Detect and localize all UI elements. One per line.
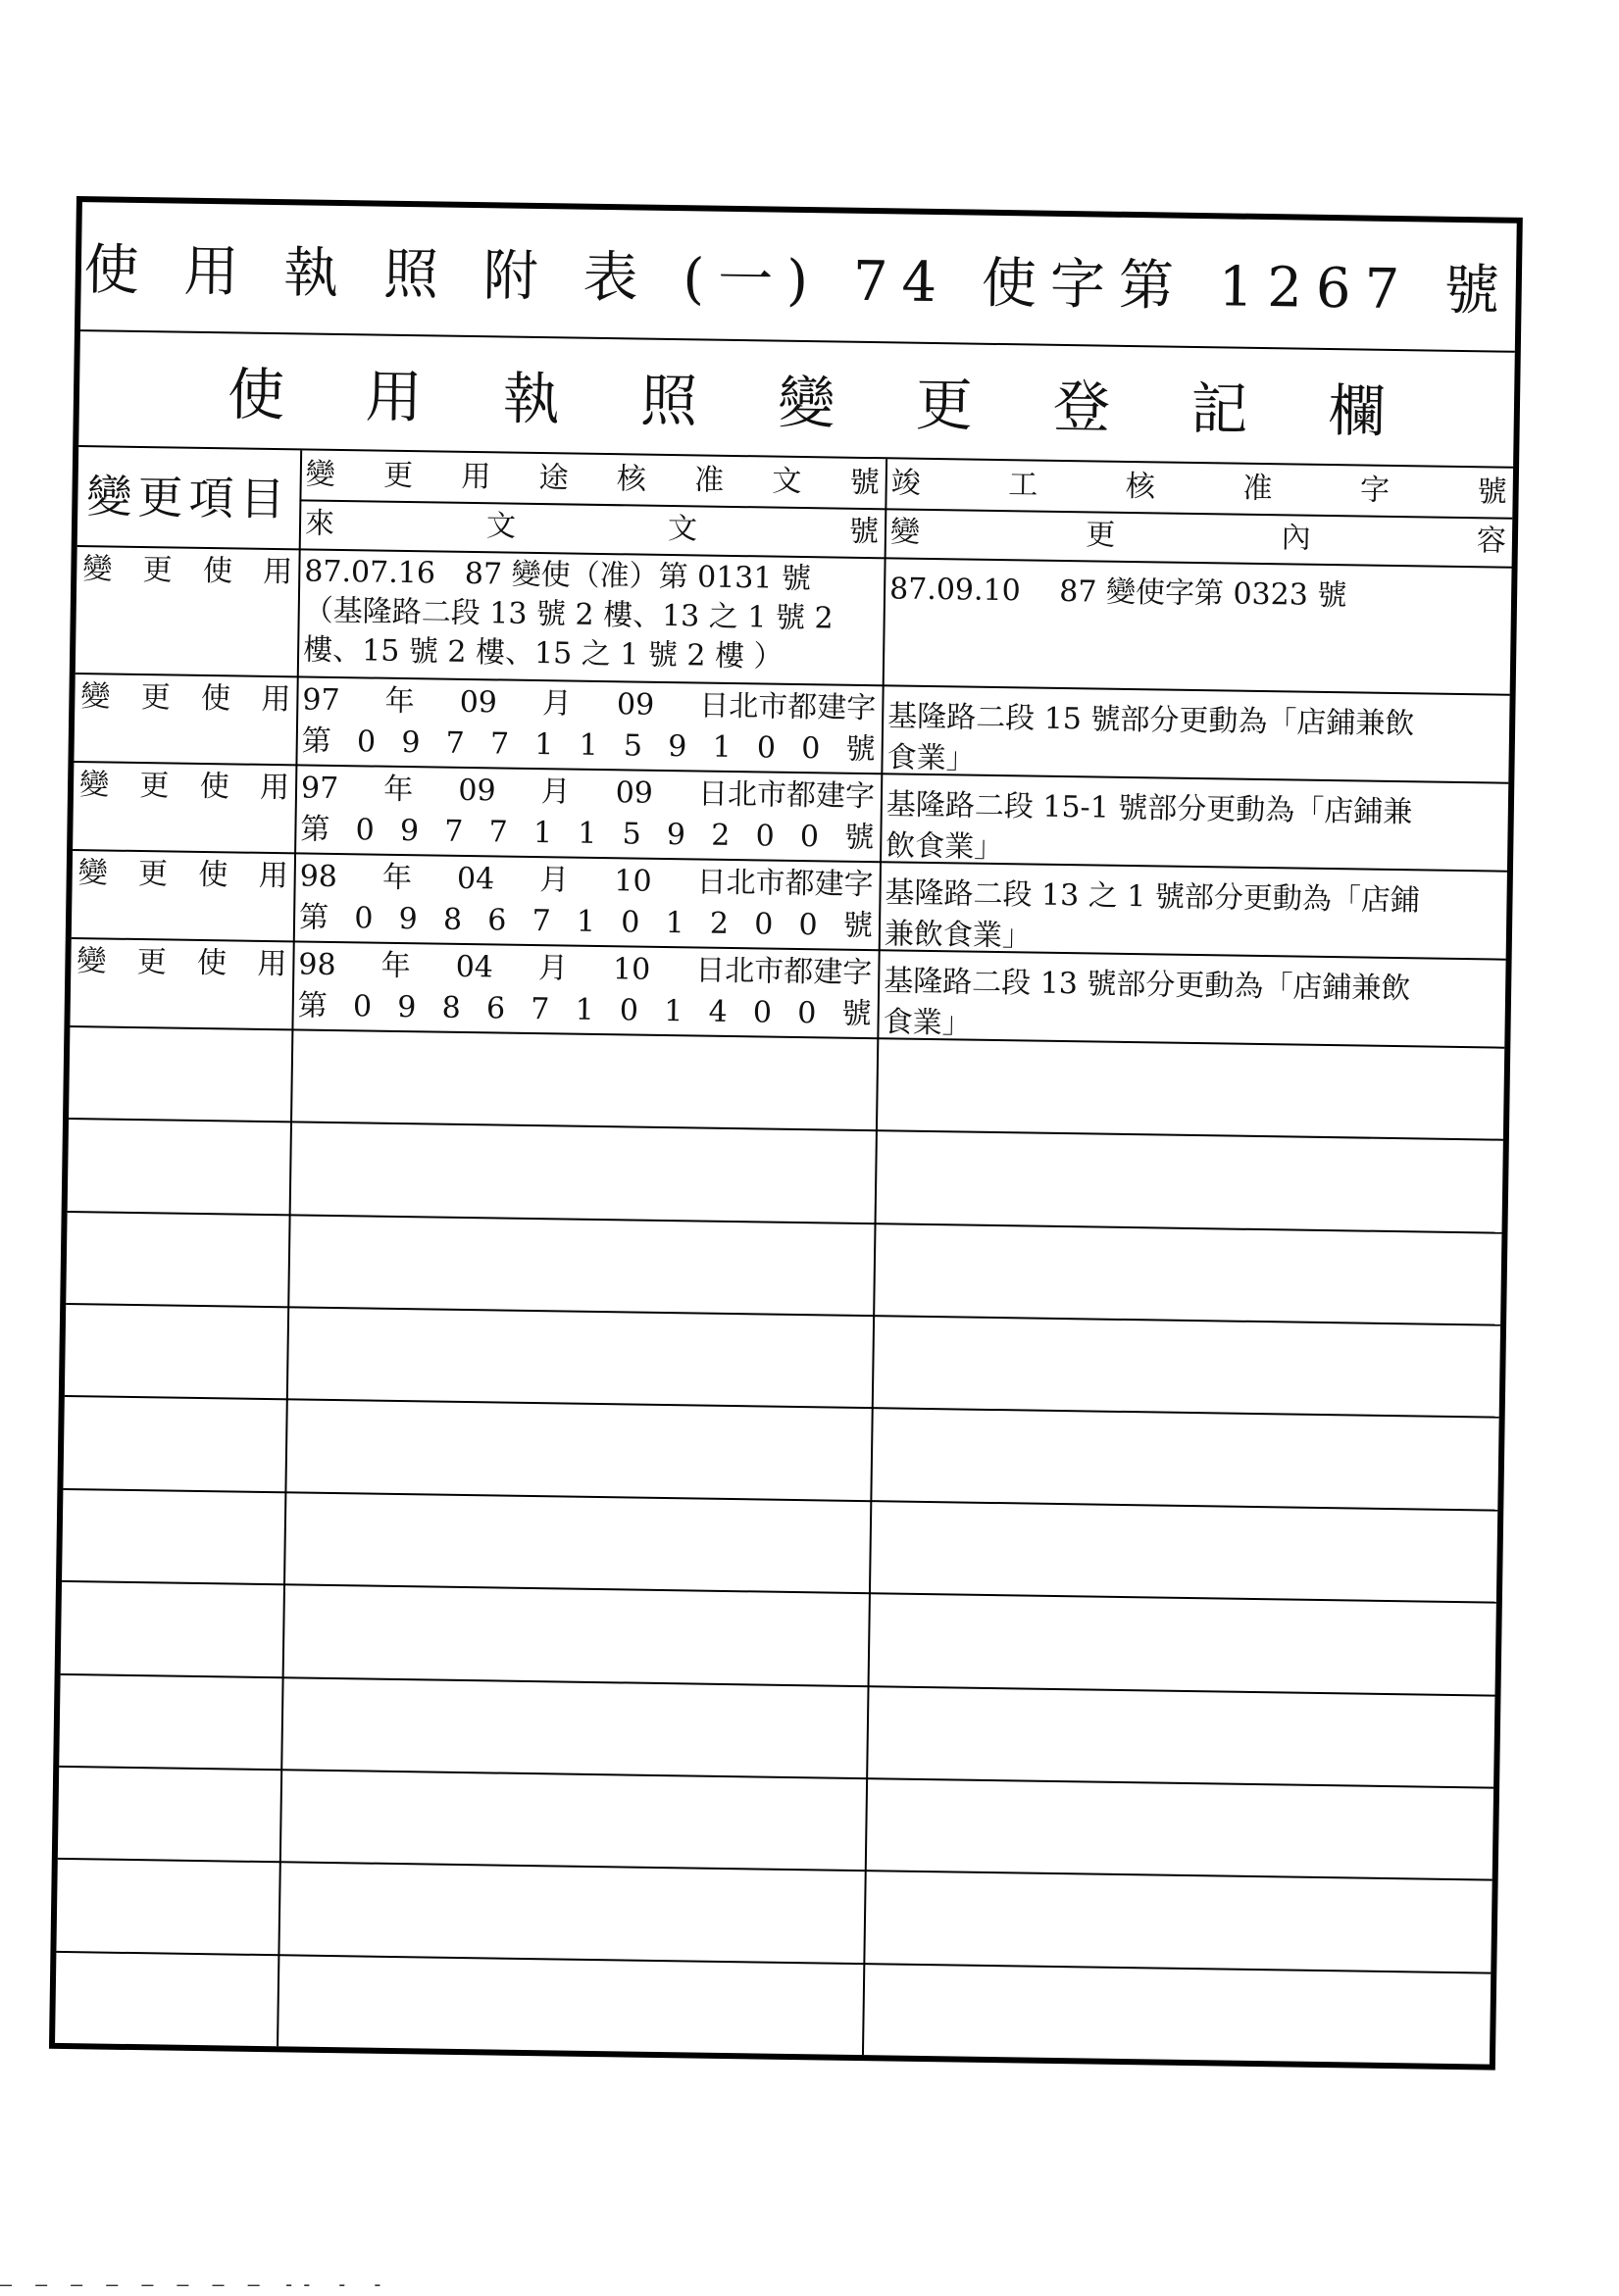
row-doc-line2-char: 6 [485,991,506,1026]
header-approval-doc-number-char: 途 [538,461,569,496]
header-approval-doc-number-char: 用 [461,459,491,495]
subtitle-char: 照 [639,367,698,435]
row-change-content-line: 基隆路二段 15-1 號部分更動為「店鋪兼 [885,787,1413,830]
header-approval-doc-number-char: 准 [693,463,725,498]
row-change-item-char: 變 [78,768,110,803]
header-incoming-doc-number-char: 文 [485,509,517,544]
row-change-content-line: 基隆路二段 13 之 1 號部分更動為「店鋪 [885,875,1421,919]
row-doc-number-line: 87.07.16 87 變使（准）第 0131 號 [304,554,812,597]
row-doc-line2-char: 2 [710,818,731,853]
row-doc-line2-char: 0 [355,813,376,848]
row-doc-line2-char: 0 [756,730,777,766]
row-doc-line2-char: 9 [666,818,686,853]
row-change-item-char: 變 [76,944,107,979]
row-doc-line2-char: 5 [623,728,643,764]
row-doc-line2-char: 8 [442,902,463,937]
subtitle-char: 使 [227,361,285,429]
row-change-item [72,849,294,899]
header-approval-doc-number-char: 號 [849,465,880,501]
empty-row-divider [69,1118,1503,1141]
row-doc-line2-char: 9 [668,729,687,765]
row-doc-line1-char: 09 [458,773,496,809]
row-change-content-line: 基隆路二段 13 號部分更動為「店鋪兼飲 [883,964,1411,1007]
row-doc-line1-char: 97 [302,682,340,719]
document-subtitle [78,329,1515,469]
header-incoming-doc-number-char: 號 [848,514,880,550]
empty-row-divider [59,1766,1493,1789]
row-doc-line2-char: 8 [441,990,461,1025]
header-change-content-char: 更 [1086,518,1116,553]
row-change-content [880,780,1508,870]
row-doc-line2-char: 9 [401,724,421,761]
row-doc-line2-char: 第 [298,900,329,935]
row-doc-line2-char: 9 [399,813,420,849]
header-approval-doc-number-char: 文 [772,464,802,499]
subtitle-char: 登 [1052,373,1111,441]
row-doc-line2-char: 1 [712,729,732,765]
row-doc-line2 [291,981,878,1033]
row-change-item-char: 更 [142,553,173,588]
row-doc-line1-char: 98 [298,947,336,983]
row-change-item [74,761,296,811]
row-doc-line2 [293,893,880,945]
row-doc-line2-char: 9 [397,989,417,1025]
row-doc-line1-char: 月 [537,951,569,986]
row-change-item-char: 用 [258,858,288,894]
license-attachment-form [49,196,1523,2071]
row-change-content [879,869,1507,958]
row-change-item-char: 更 [139,769,170,804]
row-change-content [881,692,1509,781]
row-change-item-char: 變 [80,679,111,715]
row-change-item-char: 更 [137,857,169,892]
row-doc-line1-char: 年 [381,860,413,896]
header-change-content-char: 容 [1476,524,1507,559]
row-doc-line2-char: 2 [709,906,730,941]
row-change-item [76,545,299,595]
row-doc-line2-char: 號 [841,996,872,1032]
row-doc-line1-char: 年 [384,683,415,720]
row-doc-line1-char: 年 [383,772,414,808]
row-doc-line2-char: 0 [755,819,775,854]
row-doc-line2-char: 號 [845,731,876,768]
row-change-item-char: 更 [136,945,167,980]
row-change-content-line: 食業」 [886,740,976,776]
row-doc-line2-char: 0 [621,905,640,940]
row-doc-line1-char: 09 [459,684,498,721]
header-completion-number-char: 號 [1477,474,1507,510]
row-doc-line2-char: 1 [579,727,598,763]
header-completion-number-char: 字 [1359,473,1391,508]
row-doc-line2 [295,717,882,769]
row-doc-line2-char: 9 [398,901,419,937]
empty-row-divider [63,1488,1497,1512]
subtitle-char: 執 [502,365,561,433]
empty-row-divider [65,1395,1499,1419]
row-doc-line2-char: 0 [753,907,774,942]
header-completion-number-char: 竣 [890,466,922,501]
row-doc-line1-char: 日北市都建字 [699,688,877,726]
row-change-item-char: 變 [82,552,113,587]
row-doc-line2-char: 1 [664,993,683,1029]
empty-row-divider [68,1211,1502,1234]
row-doc-line2-char: 第 [297,988,329,1023]
row-doc-line1-char: 日北市都建字 [695,953,873,991]
row-change-item-char: 更 [140,680,172,716]
row-doc-line2-char: 0 [352,989,373,1024]
row-doc-line1-char: 月 [540,774,571,810]
row-doc-line2-char: 0 [619,993,639,1028]
header-approval-doc-number-char: 變 [305,457,336,492]
row-doc-line2-char: 6 [487,903,507,938]
row-change-content-line: 兼飲食業」 [884,917,1033,954]
row-change-item [71,937,293,987]
row-doc-number [297,548,885,684]
row-change-item-char: 使 [199,769,229,805]
row-doc-line2-char: 0 [356,724,377,760]
row-doc-line2-char: 0 [799,820,820,855]
empty-row-divider [58,1858,1493,1881]
empty-row-divider [61,1673,1495,1697]
row-doc-line2-char: 1 [534,726,554,763]
row-change-item-char: 用 [263,554,293,590]
row-doc-line2-char: 7 [531,903,551,939]
row-doc-line1-char: 日北市都建字 [696,865,874,903]
row-doc-line1-char: 04 [456,861,495,897]
header-change-content-char: 內 [1281,521,1311,556]
header-incoming-doc-number-char: 來 [304,506,335,541]
row-change-item-char: 使 [202,553,233,589]
row-change-item-char: 使 [198,857,228,893]
empty-row-divider [62,1580,1496,1604]
row-doc-line2-char: 7 [489,726,510,762]
row-change-content-line: 飲食業」 [885,828,1004,866]
row-change-content-line: 食業」 [883,1005,972,1041]
subtitle-char: 欄 [1328,376,1387,445]
row-doc-line2-char: 7 [531,991,550,1027]
subtitle-char: 更 [915,371,974,439]
row-doc-line2-char: 5 [622,817,641,852]
row-doc-line2-char: 1 [576,904,596,939]
row-doc-line1-char: 日北市都建字 [697,776,876,815]
row-change-item [75,673,297,723]
header-change-content-char: 變 [889,515,921,550]
footer-dashes: — — — — — — — — -- - - [0,2272,389,2296]
row-doc-line2-char: 1 [575,992,594,1027]
row-doc-line2-char: 號 [842,908,874,944]
row-doc-number-line: （基隆路二段 13 號 2 樓、13 之 1 號 2 [303,593,834,636]
row-doc-line2-char: 4 [708,994,728,1029]
row-doc-line2-char: 7 [488,815,508,850]
row-doc-line1-char: 年 [380,948,411,984]
row-change-item-char: 使 [200,680,231,717]
header-change-item: 變更項目 [86,470,291,526]
row-doc-line1-char: 98 [299,859,338,895]
row-change-item-char: 用 [259,770,290,806]
row-doc-line2-char: 0 [800,731,821,767]
row-doc-line2-char: 0 [796,996,817,1031]
row-doc-line2-char: 0 [354,901,374,936]
row-doc-line2-char: 1 [578,816,597,851]
row-doc-line2-char: 7 [445,725,466,761]
row-doc-line2-char: 號 [843,820,875,856]
row-doc-line2-char: 0 [752,995,773,1030]
row-doc-line1-char: 04 [455,949,494,985]
empty-row-divider [66,1303,1500,1326]
header-approval-doc-number [299,450,885,508]
row-doc-line1-char: 09 [615,775,654,811]
row-doc-line2-char: 第 [300,812,330,847]
row-doc-line1-char: 09 [616,687,655,723]
row-doc-line2 [294,805,881,857]
header-approval-doc-number-char: 核 [616,462,647,497]
row-doc-line2-char: 第 [301,724,332,759]
row-doc-line1-char: 月 [541,686,573,722]
row-change-content [883,565,1512,693]
row-change-content [877,957,1505,1046]
row-change-item-char: 變 [77,856,109,891]
row-doc-line1-char: 月 [539,863,570,898]
subtitle-char: 變 [777,369,835,437]
subtitle-char: 用 [364,363,423,431]
change-registration-table [55,447,1513,2065]
subtitle-char: 記 [1189,374,1248,443]
row-change-content-line: 基隆路二段 15 號部分更動為「店鋪兼飲 [886,699,1415,742]
row-change-item-char: 使 [196,945,228,981]
row-change-content-line: 87.09.10 87 變使字第 0323 號 [888,572,1347,614]
row-doc-line2-char: 1 [532,815,553,851]
empty-row-divider [56,1951,1491,1974]
header-completion-number-char: 准 [1242,471,1273,507]
header-completion-number-char: 工 [1008,468,1038,503]
row-doc-line1-char: 10 [614,864,652,899]
row-doc-line1-char: 97 [300,771,339,807]
header-completion-number-char: 核 [1125,469,1156,505]
row-doc-line2-char: 1 [665,905,684,941]
row-change-item-char: 用 [261,681,291,718]
row-doc-line2-char: 7 [444,814,464,849]
document-title: 使 用 執 照 附 表 (一) 74 使字第 1267 號 [80,202,1517,353]
row-doc-line2-char: 0 [798,908,818,943]
header-incoming-doc-number-char: 文 [667,511,698,547]
header-approval-doc-number-char: 更 [382,458,414,494]
row-change-item-char: 用 [257,946,287,982]
row-doc-line1-char: 10 [612,952,651,987]
row-doc-number-line: 樓、15 號 2 樓、15 之 1 號 2 樓 ） [302,632,784,674]
